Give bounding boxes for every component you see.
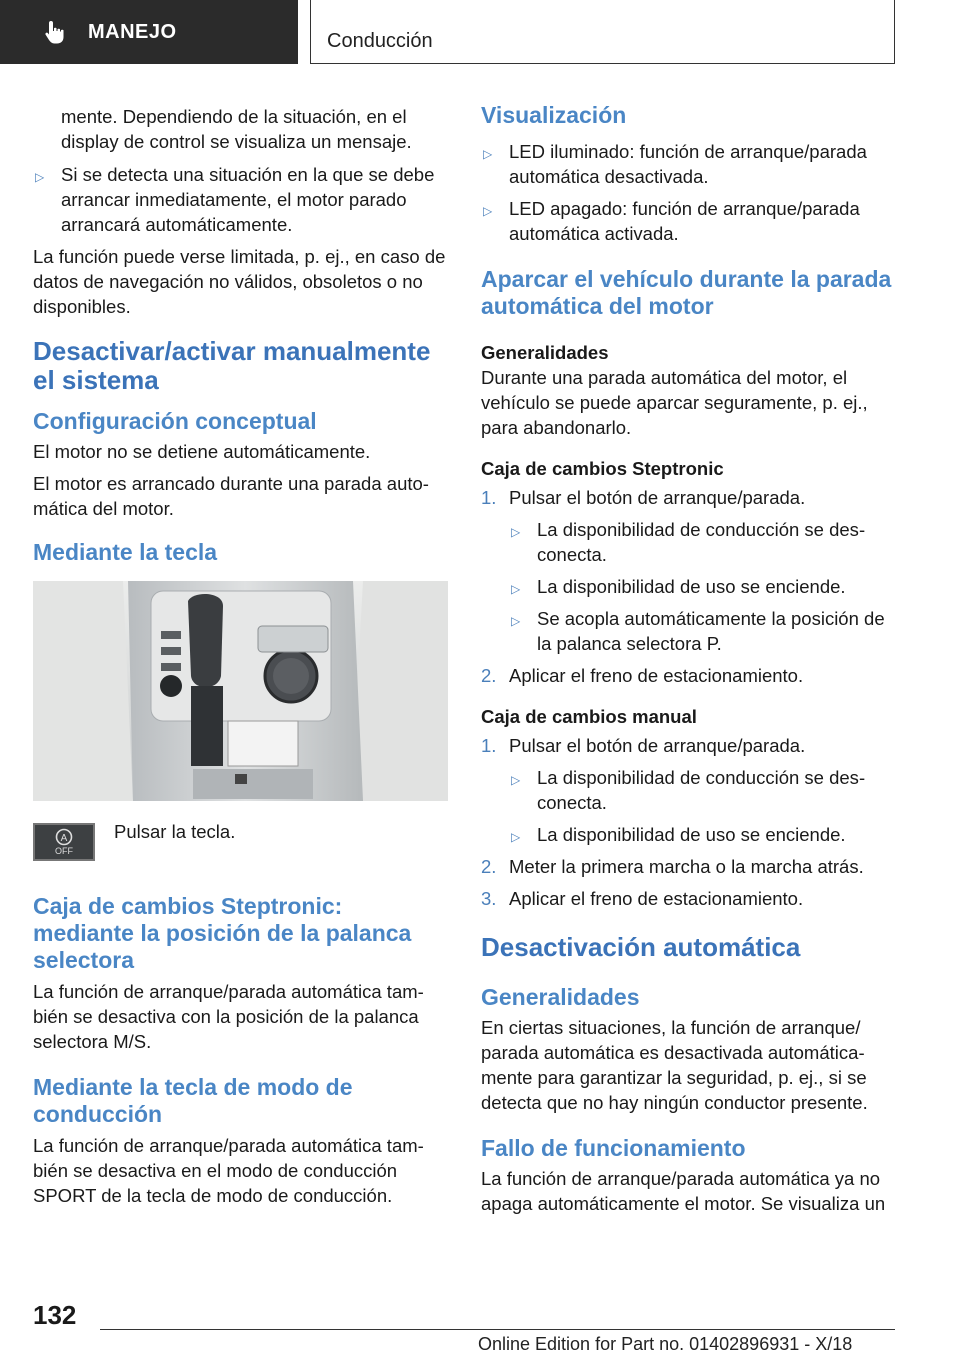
subsection-heading: Aparcar el vehículo durante la parada automática del motor (481, 266, 892, 319)
chapter-title: Conducción (327, 30, 433, 52)
section-heading: Desactivar/activar manualmente el sistema (33, 336, 431, 395)
paragraph: La función de arranque/parada automática ya no apaga automáticamente el motor. Se visualiza un (481, 1168, 886, 1214)
item-number: 3. (481, 888, 497, 909)
hand-pointer-icon (42, 18, 70, 46)
list-item (481, 196, 897, 246)
minor-heading: Caja de cambios manual (481, 706, 697, 727)
auto-start-stop-off-button-image (33, 823, 95, 861)
numbered-item (481, 663, 897, 688)
triangle-bullet-icon: ▷ (511, 830, 521, 844)
item-number: 2. (481, 856, 497, 877)
subsection-heading: Generalidades (481, 984, 640, 1010)
triangle-bullet-icon: ▷ (511, 773, 521, 787)
right-column (481, 100, 897, 1216)
minor-heading: Generalidades (481, 342, 609, 363)
numbered-item (481, 886, 897, 911)
item-text: Aplicar el freno de estacionamiento. (509, 665, 804, 686)
list-item (509, 606, 897, 656)
edition-note: Online Edition for Part no. 01402896931 - X/18 (478, 1334, 853, 1354)
list-item (509, 822, 897, 847)
subsection-heading: Caja de cambios Steptronic: mediante la posición de la palanca selectora (33, 893, 412, 973)
list-item-text: LED apagado: función de arranque/parada automática activada. (509, 198, 860, 244)
start-stop-icon (53, 828, 75, 846)
triangle-bullet-icon: ▷ (483, 147, 493, 161)
section-title: MANEJO (88, 20, 177, 43)
page-number: 132 (33, 1300, 77, 1330)
svg-text:A: A (60, 833, 68, 844)
list-item-text: La disponibilidad de conducción se desconecta. (537, 767, 866, 813)
list-item (509, 765, 897, 815)
list-item-text: La disponibilidad de uso se enciende. (537, 576, 846, 597)
subsection-heading: Visualización (481, 102, 627, 128)
item-text: Pulsar el botón de arranque/parada. (509, 487, 806, 508)
paragraph: El motor es arrancado durante una parada automática del motor. (33, 473, 429, 519)
list-item (481, 139, 897, 189)
page-header (0, 0, 960, 66)
paragraph: La función de arranque/parada automática también se desactiva con la posición de la palanca selectora M/S. (33, 981, 424, 1052)
numbered-item (481, 485, 897, 510)
paragraph: La función puede verse limitada, p. ej., en caso de datos de navegación no válidos, obsoletos o no disponibles. (33, 246, 446, 317)
triangle-bullet-icon: ▷ (35, 170, 45, 184)
console-illustration (33, 581, 448, 801)
triangle-bullet-icon: ▷ (511, 525, 521, 539)
triangle-bullet-icon: ▷ (511, 582, 521, 596)
list-item-text: LED iluminado: función de arranque/parada automática desactivada. (509, 141, 867, 187)
paragraph: El motor no se detiene automáticamente. (33, 441, 371, 462)
item-number: 1. (481, 487, 497, 508)
item-number: 2. (481, 665, 497, 686)
item-text: Pulsar el botón de arranque/parada. (509, 735, 806, 756)
list-item-text: La disponibilidad de conducción se desconecta. (537, 519, 866, 565)
list-item-text: Se acopla automáticamente la posición de la palanca selectora P. (537, 608, 885, 654)
list-item (509, 574, 897, 599)
triangle-bullet-icon: ▷ (511, 614, 521, 628)
center-console-photo (33, 581, 448, 801)
button-caption: Pulsar la tecla. (114, 821, 236, 842)
chapter-box (310, 0, 895, 64)
section-heading: Desactivación automática (481, 932, 801, 962)
button-label: OFF (55, 846, 73, 856)
list-item (33, 162, 449, 237)
subsection-heading: Mediante la tecla de modo de conducción (33, 1074, 353, 1127)
numbered-item (481, 733, 897, 758)
item-number: 1. (481, 735, 497, 756)
triangle-bullet-icon: ▷ (483, 204, 493, 218)
subsection-heading: Configuración conceptual (33, 408, 317, 434)
paragraph: En ciertas situaciones, la función de arranque/ parada automática es desactivada automáticamente para garantizar la seguridad, p. ej., si se detecta que no hay ningún conductor presente. (481, 1017, 868, 1113)
list-item-text: Si se detecta una situación en la que se debe arrancar inmediatamente, el motor parado arrancará automáticamente. (61, 164, 435, 235)
section-tab (0, 0, 298, 64)
subsection-heading: Mediante la tecla (33, 539, 218, 565)
left-column (33, 100, 449, 1208)
list-item (509, 517, 897, 567)
item-text: Meter la primera marcha o la marcha atrás. (509, 856, 864, 877)
minor-heading: Caja de cambios Steptronic (481, 458, 724, 479)
footer-divider (100, 1329, 895, 1330)
button-instruction (33, 823, 449, 861)
paragraph: Durante una parada automática del motor, el vehículo se puede aparcar seguramente, p. ej., para abandonarlo. (481, 367, 868, 438)
numbered-item (481, 854, 897, 879)
item-text: Aplicar el freno de estacionamiento. (509, 888, 804, 909)
list-item-text: La disponibilidad de uso se enciende. (537, 824, 846, 845)
continued-text: mente. Dependiendo de la situación, en el display de control se visualiza un mensaje. (61, 106, 412, 152)
subsection-heading: Fallo de funcionamiento (481, 1135, 746, 1161)
paragraph: La función de arranque/parada automática también se desactiva en el modo de conducción SPORT de la tecla de modo de conducción. (33, 1135, 424, 1206)
